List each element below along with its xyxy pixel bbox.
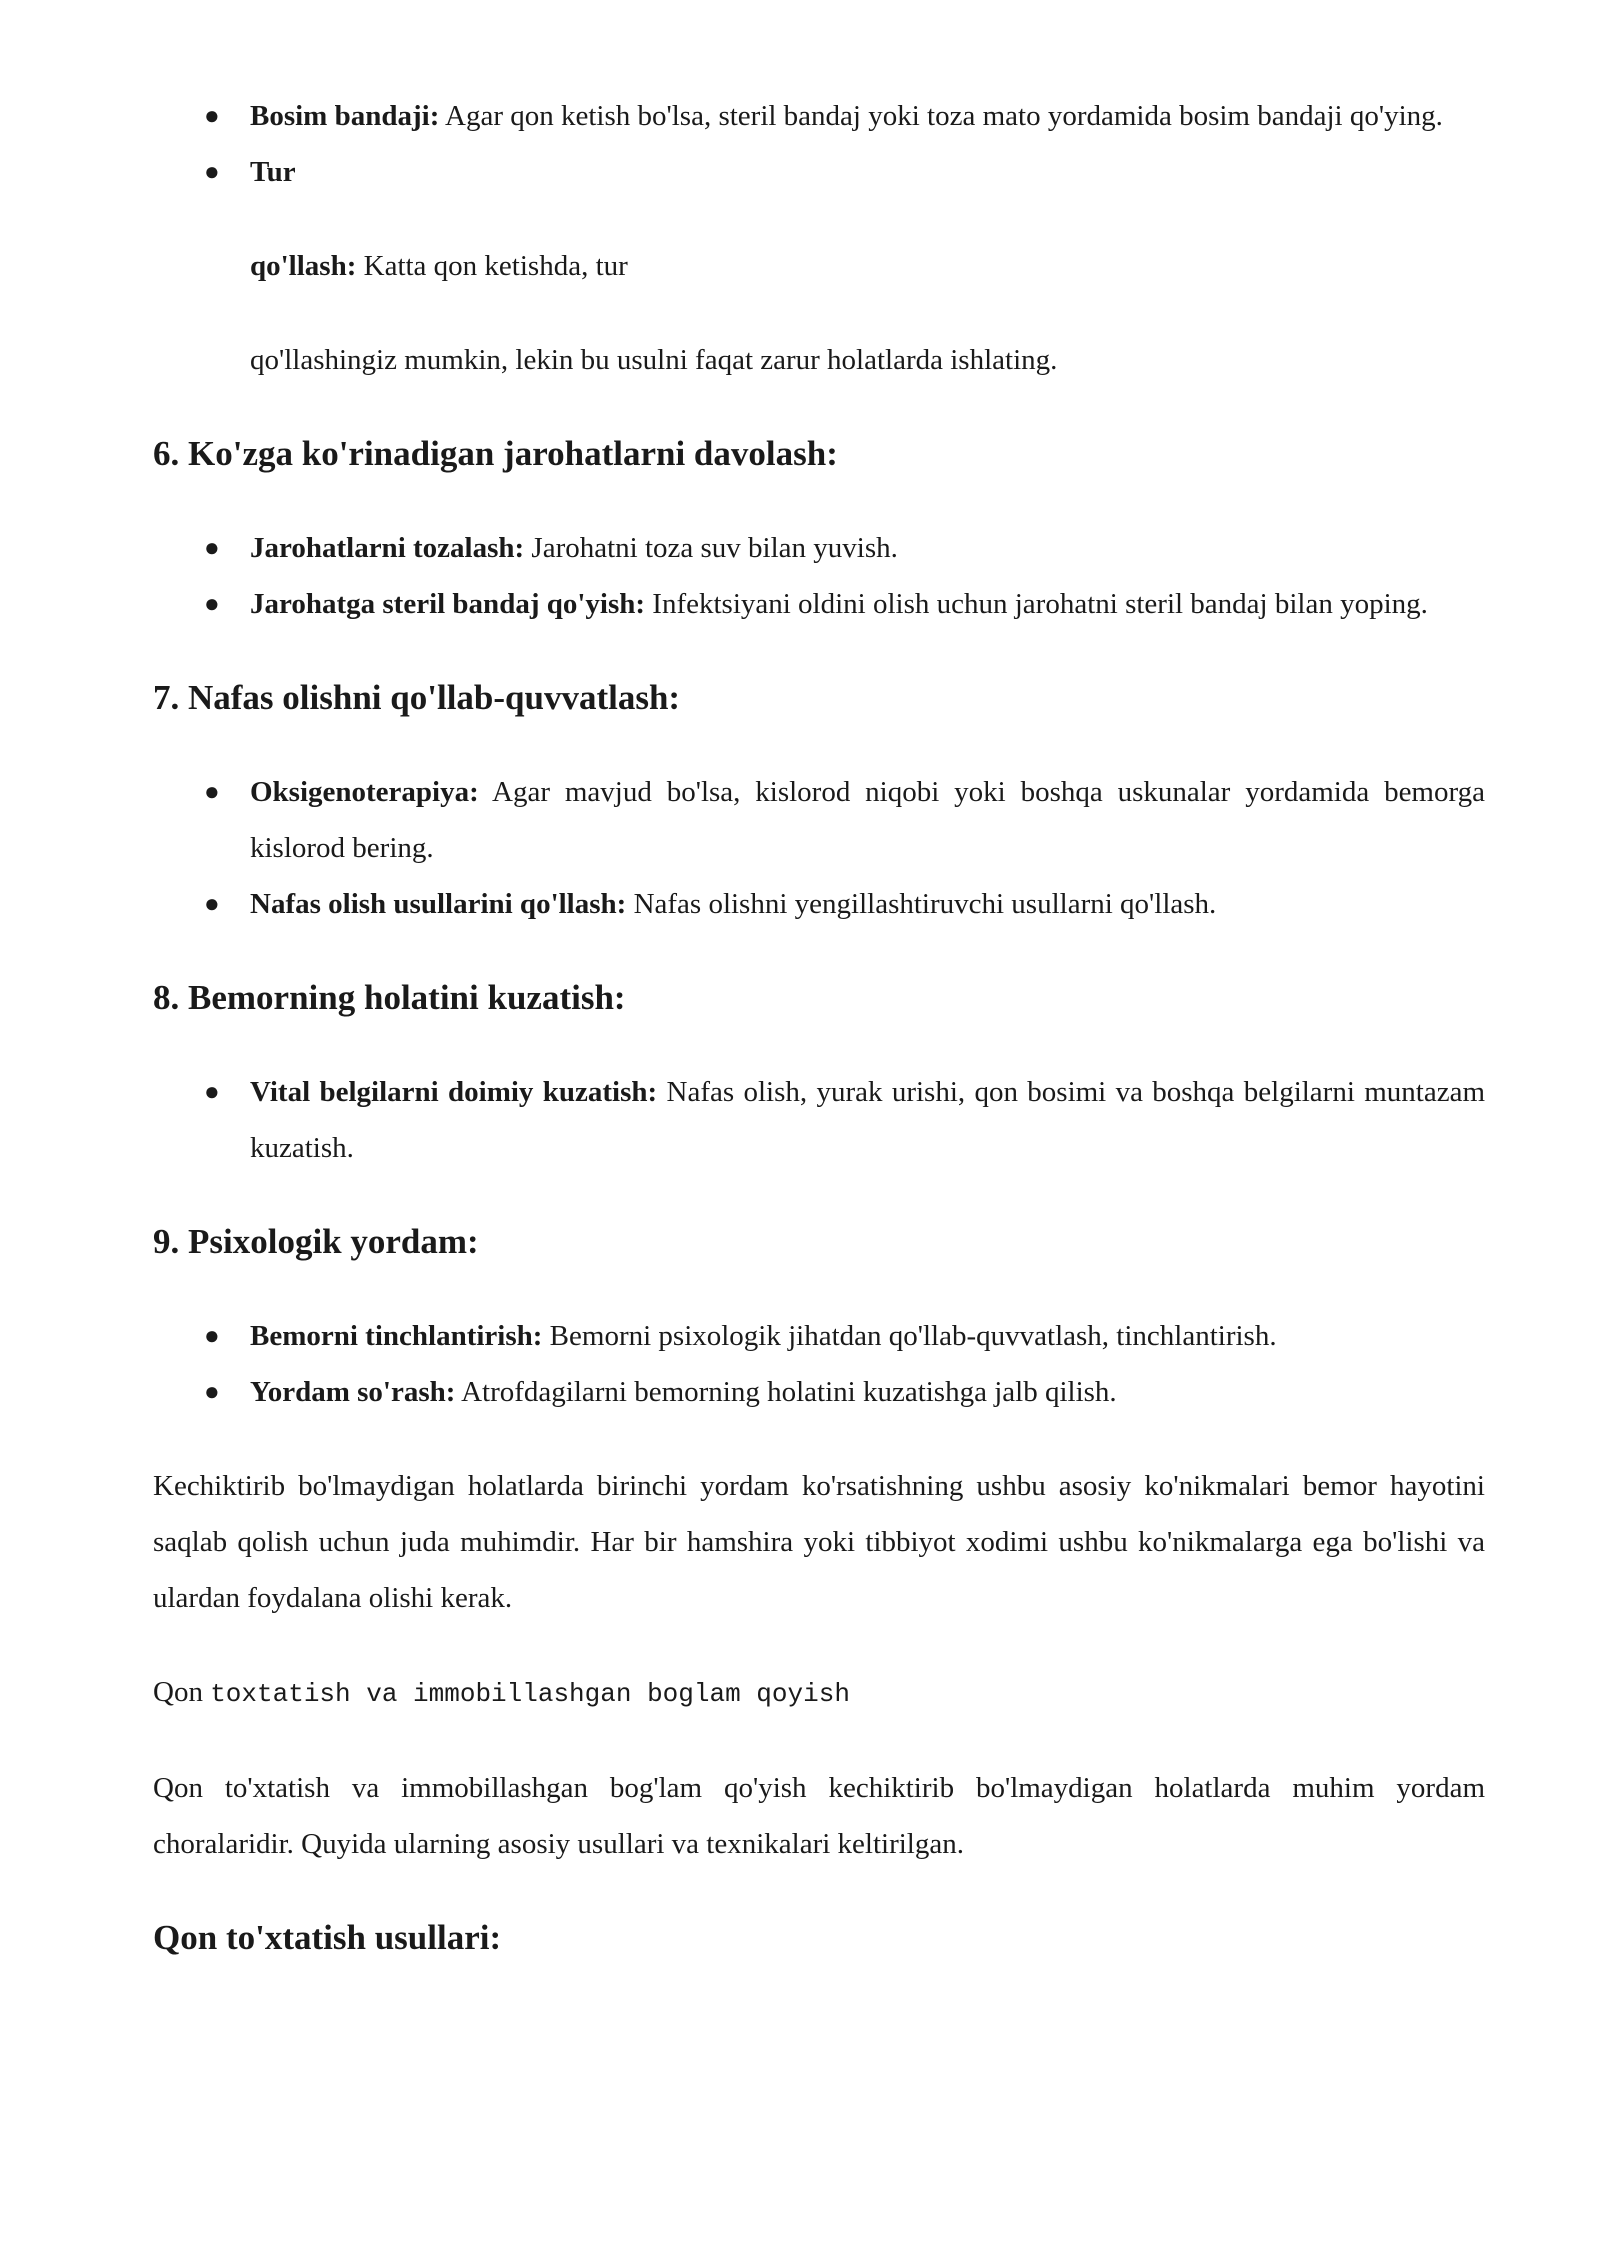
tur-line-2: qo'llashingiz mumkin, lekin bu usulni faqat zarur holatlarda ishlating. — [250, 344, 1058, 376]
section-heading: 8. Bemorning holatini kuzatish: — [153, 978, 626, 1017]
list-item: ● Nafas olish usullarini qo'llash: Nafas olishni yengillashtiruvchi usullarni qo'llash. — [153, 876, 1485, 932]
bullet-icon: ● — [204, 1077, 220, 1106]
bullet-icon: ● — [204, 1321, 220, 1350]
bullet-icon: ● — [204, 777, 220, 806]
list-item: ● Jarohatga steril bandaj qo'yish: Infektsiyani oldini olish uchun jarohatni steril bandaj bilan yoping. — [153, 576, 1485, 632]
section-heading: 6. Ko'zga ko'rinadigan jarohatlarni davolash: — [153, 434, 838, 473]
bullet-icon: ● — [204, 157, 220, 186]
section-list — [153, 764, 1485, 932]
tur-line-1: qo'llash: Katta qon ketishda, tur — [250, 250, 628, 282]
subtitle-line: Qon toxtatish va immobillashgan boglam qoyish — [153, 1676, 850, 1709]
bleeding-list — [153, 88, 1485, 200]
section-list — [153, 1064, 1485, 1176]
conclusion-paragraph: Kechiktirib bo'lmaydigan holatlarda birinchi yordam ko'rsatishning ushbu asosiy ko'nikmalari bemor hayotini saqlab qolish uchun juda muhimdir. Har bir hamshira yoki tibbiyot xodimi ushbu ko'nikmalarga ega bo'lishi va ulardan foydalana olishi kerak. — [153, 1470, 1485, 1614]
document-page — [153, 88, 1485, 1966]
intro-paragraph: Qon to'xtatish va immobillashgan bog'lam qo'yish kechiktirib bo'lmaydigan holatlarda muhim yordam choralaridir. Quyida ularning asosiy usullari va texnikalari keltirilgan. — [153, 1772, 1485, 1860]
list-item: ● Oksigenoterapiya: Agar mavjud bo'lsa, kislorod niqobi yoki boshqa uskunalar yordamida bemorga kislorod bering. — [153, 764, 1485, 876]
list-item: ● Yordam so'rash: Atrofdagilarni bemorning holatini kuzatishga jalb qilish. — [153, 1364, 1485, 1420]
section-list — [153, 520, 1485, 632]
list-item: ● Jarohatlarni tozalash: Jarohatni toza suv bilan yuvish. — [153, 520, 1485, 576]
bullet-icon: ● — [204, 889, 220, 918]
section-heading: Qon to'xtatish usullari: — [153, 1918, 502, 1957]
section-heading: 9. Psixologik yordam: — [153, 1222, 479, 1261]
bullet-icon: ● — [204, 1377, 220, 1406]
section-list — [153, 1308, 1485, 1420]
bullet-icon: ● — [204, 533, 220, 562]
list-item: ● Vital belgilarni doimiy kuzatish: Nafas olish, yurak urishi, qon bosimi va boshqa belgilarni muntazam kuzatish. — [153, 1064, 1485, 1176]
list-item: ● Bemorni tinchlantirish: Bemorni psixologik jihatdan qo'llab-quvvatlash, tinchlantirish. — [153, 1308, 1485, 1364]
section-heading: 7. Nafas olishni qo'llab-quvvatlash: — [153, 678, 681, 717]
list-item: ● Tur — [153, 144, 1485, 200]
bullet-icon: ● — [204, 101, 220, 130]
bullet-icon: ● — [204, 589, 220, 618]
list-item: ● Bosim bandaji: Agar qon ketish bo'lsa, steril bandaj yoki toza mato yordamida bosim bandaji qo'ying. — [153, 88, 1485, 144]
